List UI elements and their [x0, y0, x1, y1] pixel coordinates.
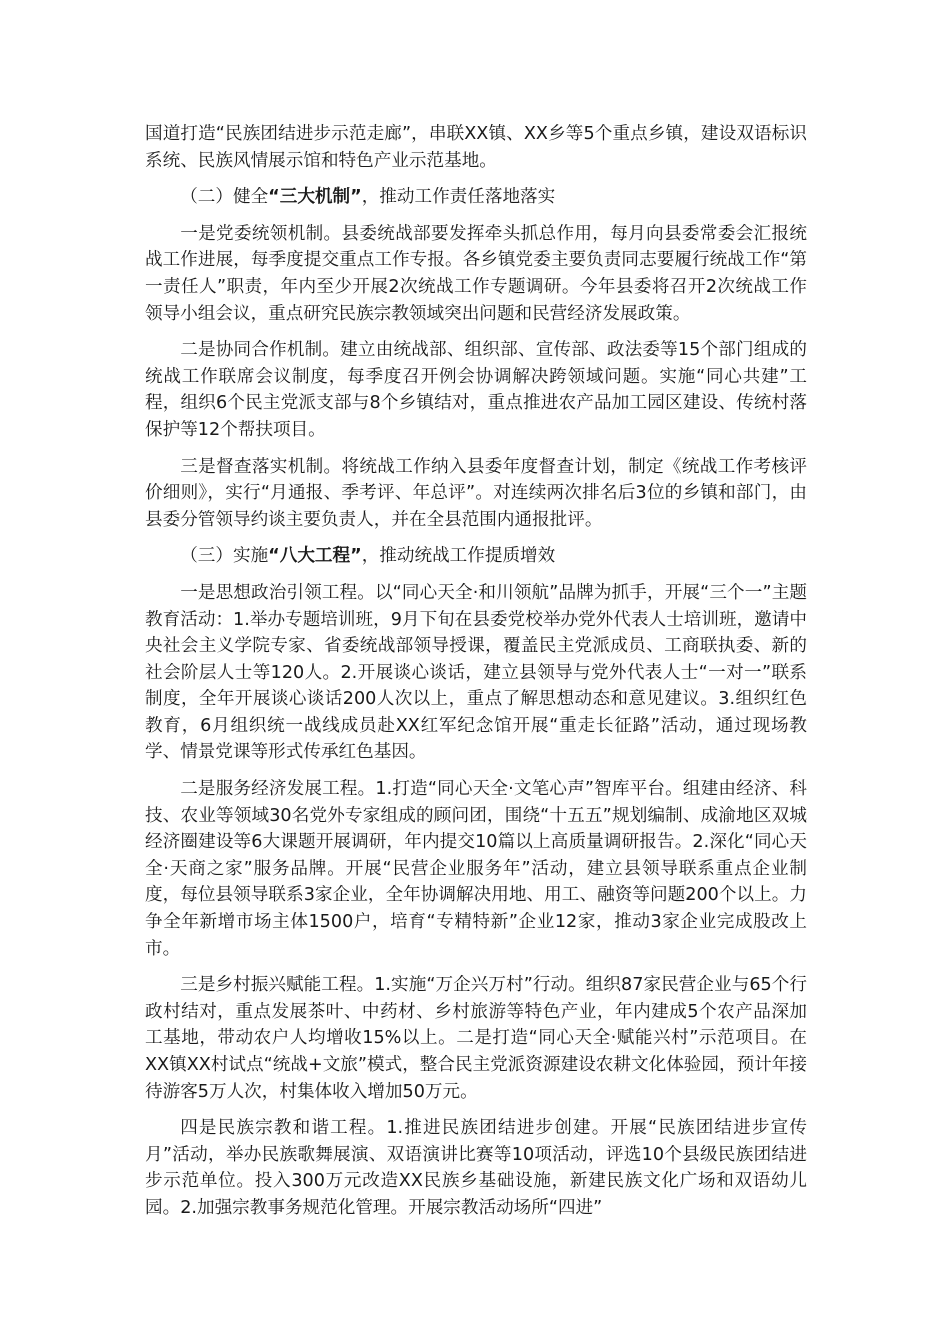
heading-prefix: （三）实施 [180, 546, 269, 567]
heading-suffix: ，推动工作责任落地落实 [361, 187, 556, 208]
section-heading-three [145, 543, 807, 570]
heading-emphasis: “三大机制” [268, 187, 362, 208]
paragraph-continuation: 国道打造“民族团结进步示范走廊”，串联XX镇、XX乡等5个重点乡镇，建设双语标识系统、民族风情展示馆和特色产业示范基地。 [145, 124, 807, 171]
paragraph-economic-service: 二是服务经济发展工程。1.打造“同心天全·文笔心声”智库平台。组建由经济、科技、农业等领域30名党外专家组成的顾问团，围绕“十五五”规划编制、成渝地区双城经济圈建设等6大课题开展调研，年内提交10篇以上高质量调研报告。2.深化“同心天全·天商之家”服务品牌。开展“民营企业服务年”活动，建立县领导联系重点企业制度，每位县领导联系3家企业，全年协调解决用地、用工、融资等问题200个以上。力争全年新增市场主体1500户，培育“专精特新”企业12家，推动3家企业完成股改上市。 [145, 779, 807, 959]
heading-prefix: （二）健全 [180, 187, 269, 208]
paragraph-ethnic-religious-harmony: 四是民族宗教和谐工程。1.推进民族团结进步创建。开展“民族团结进步宣传月”活动，举办民族歌舞展演、双语演讲比赛等10项活动，评选10个县级民族团结进步示范单位。投入300万元改造XX民族乡基础设施，新建民族文化广场和双语幼儿园。2.加强宗教事务规范化管理。开展宗教活动场所“四进” [145, 1118, 807, 1218]
heading-emphasis: “八大工程” [268, 546, 362, 567]
heading-suffix: ，推动统战工作提质增效 [361, 546, 556, 567]
paragraph-coordination: 二是协同合作机制。建立由统战部、组织部、宣传部、政法委等15个部门组成的统战工作联席会议制度，每季度召开例会协调解决跨领域问题。实施“同心共建”工程，组织6个民主党派支部与8个乡镇结对，重点推进农产品加工园区建设、传统村落保护等12个帮扶项目。 [145, 340, 807, 440]
document-page [145, 121, 807, 1232]
section-heading-two [145, 184, 807, 211]
paragraph-supervision: 三是督查落实机制。将统战工作纳入县委年度督查计划，制定《统战工作考核评价细则》，实行“月通报、季考评、年总评”。对连续两次排名后3位的乡镇和部门，由县委分管领导约谈主要负责人，并在全县范围内通报批评。 [145, 456, 807, 530]
paragraph-ideological-guidance: 一是思想政治引领工程。以“同心天全·和川领航”品牌为抓手，开展“三个一”主题教育活动：1.举办专题培训班，9月下旬在县委党校举办党外代表人士培训班，邀请中央社会主义学院专家、省委统战部领导授课，覆盖民主党派成员、工商联执委、新的社会阶层人士等120人。2.开展谈心谈话，建立县领导与党外代表人士“一对一”联系制度，全年开展谈心谈话200人次以上，重点了解思想动态和意见建议。3.组织红色教育，6月组织统一战线成员赴XX红军纪念馆开展“重走长征路”活动，通过现场教学、情景党课等形式传承红色基因。 [145, 582, 807, 763]
paragraph-rural-revitalization: 三是乡村振兴赋能工程。1.实施“万企兴万村”行动。组织87家民营企业与65个行政村结对，重点发展茶叶、中药材、乡村旅游等特色产业，年内建成5个农产品深加工基地，带动农户人均增收15%以上。二是打造“同心天全·赋能兴村”示范项目。在XX镇XX村试点“统战+文旅”模式，整合民主党派资源建设农耕文化体验园，预计年接待游客5万人次，村集体收入增加50万元。 [145, 975, 807, 1102]
paragraph-party-leadership: 一是党委统领机制。县委统战部要发挥牵头抓总作用，每月向县委常委会汇报统战工作进展，每季度提交重点工作专报。各乡镇党委主要负责同志要履行统战工作“第一责任人”职责，年内至少开展2次统战工作专题调研。今年县委将召开2次统战工作领导小组会议，重点研究民族宗教领域突出问题和民营经济发展政策。 [145, 223, 807, 324]
